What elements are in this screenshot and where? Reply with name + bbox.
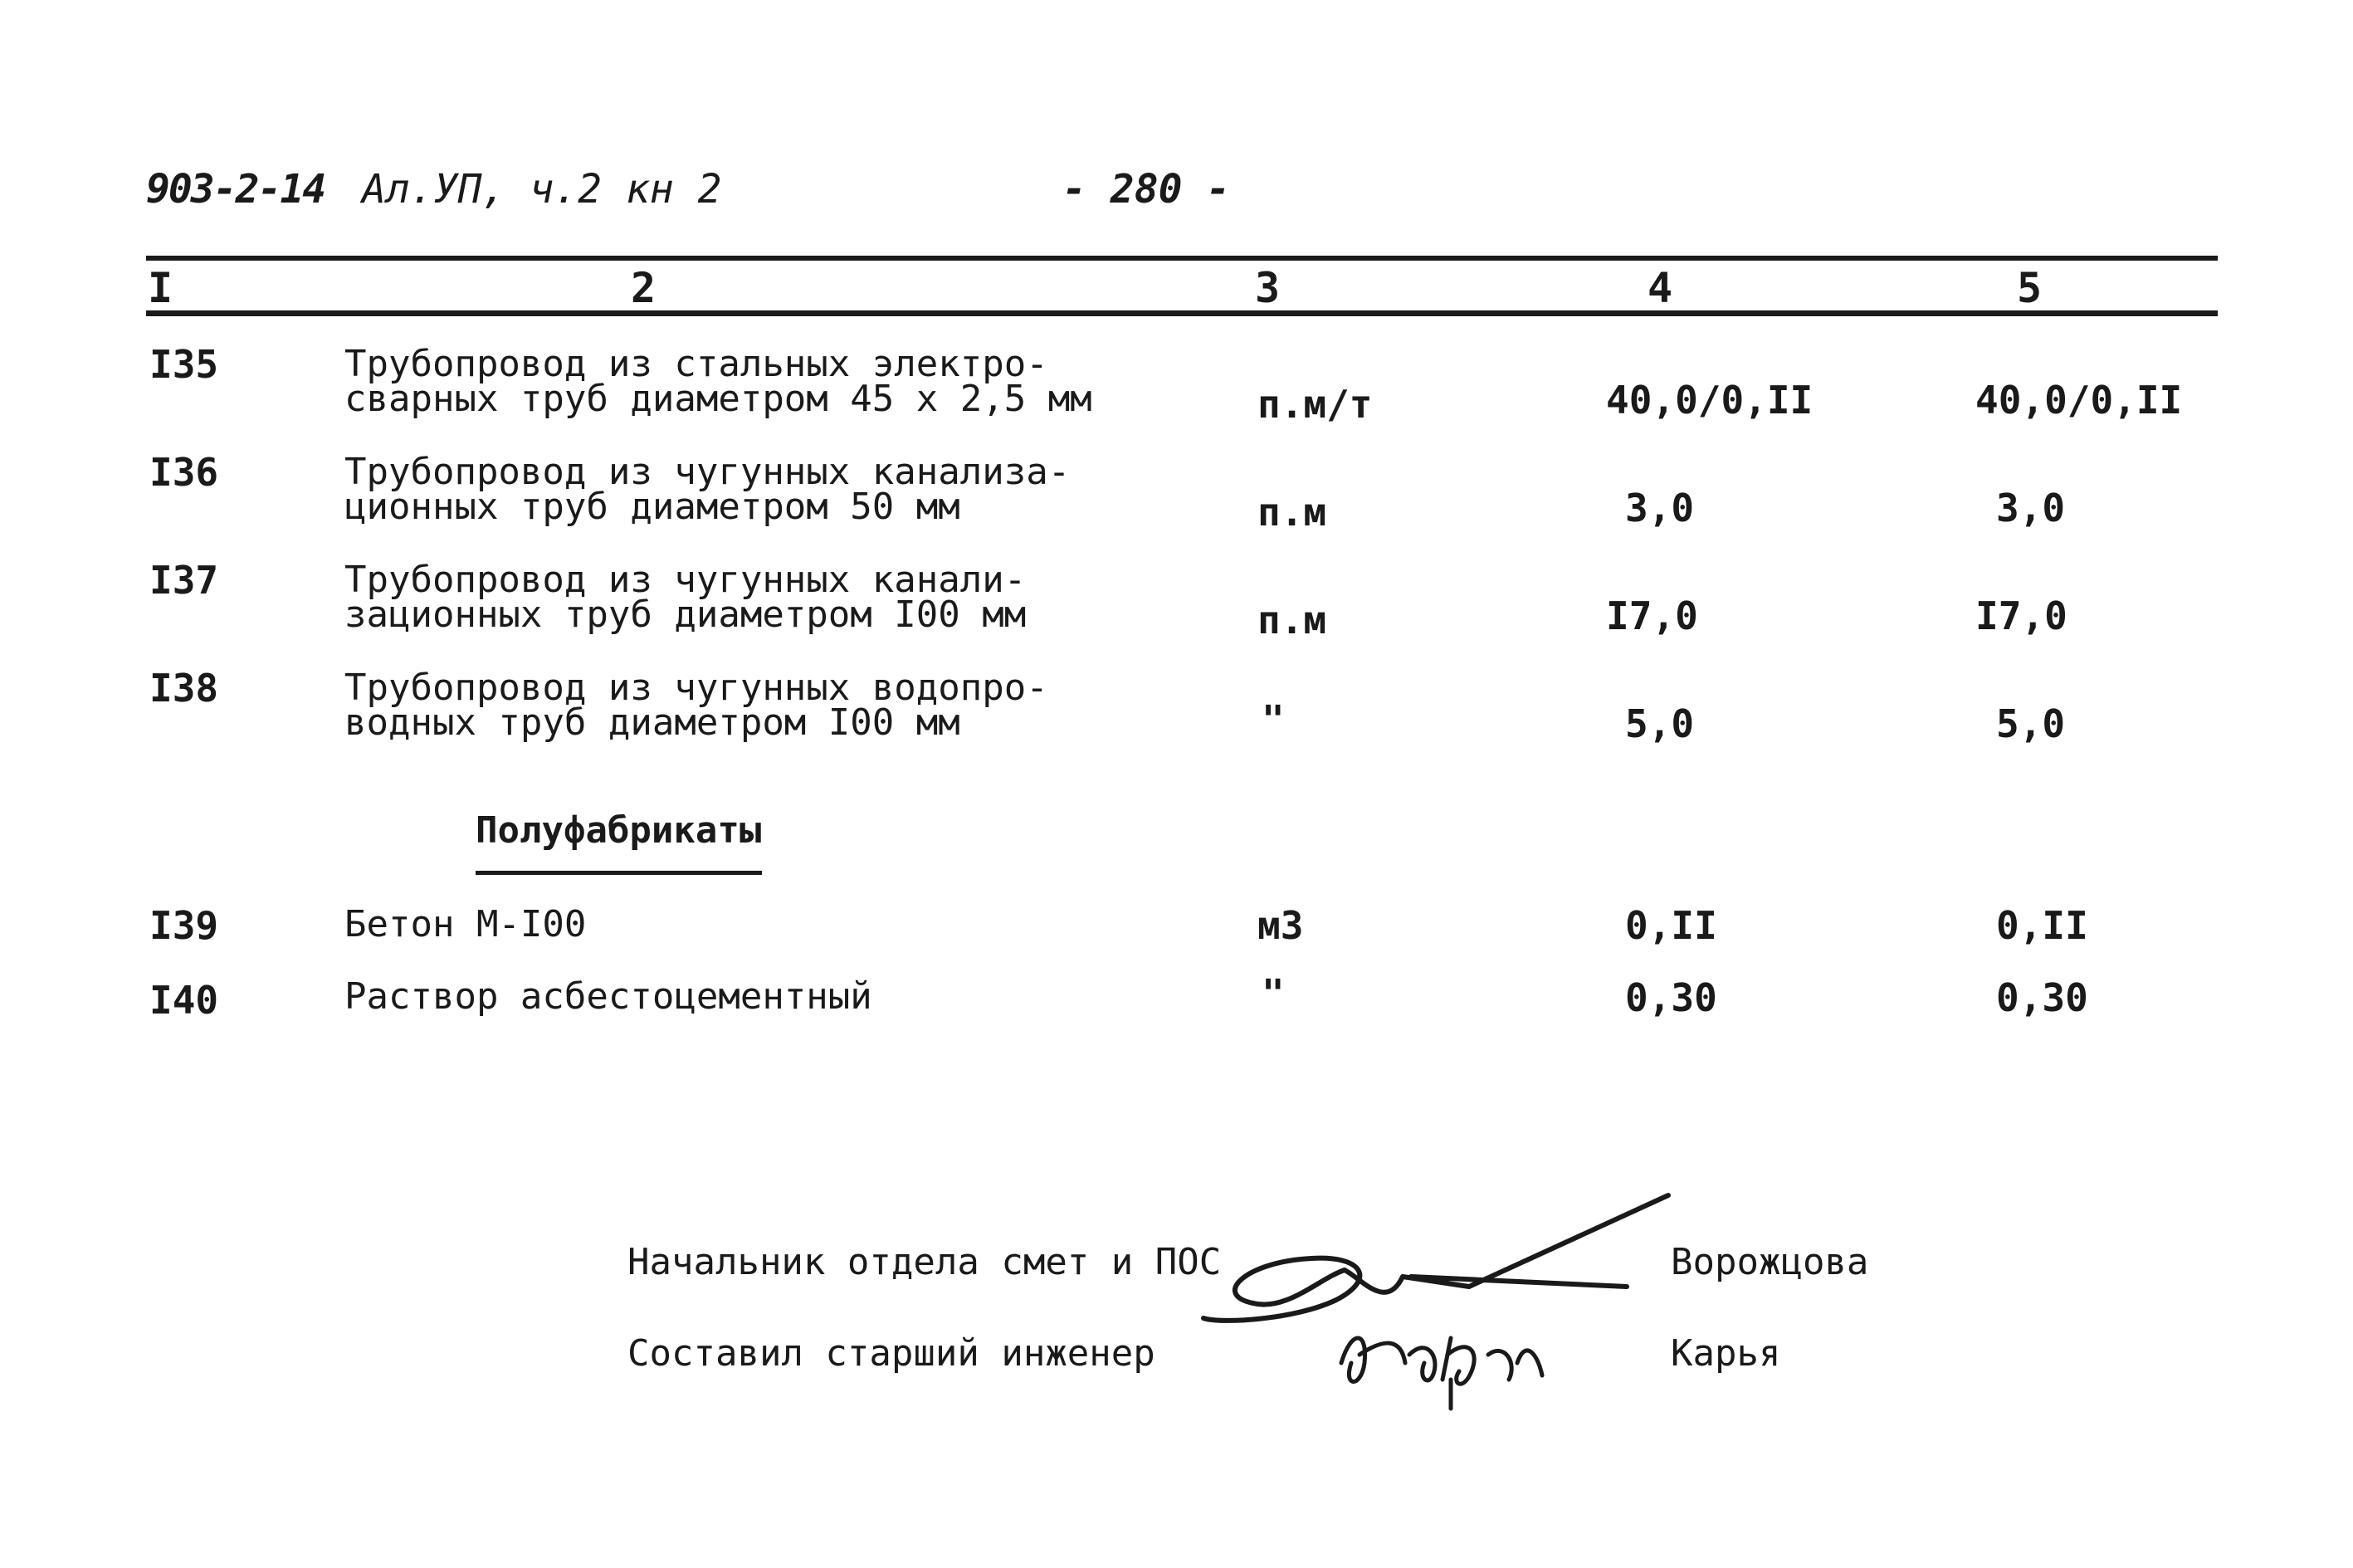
row-col5: 3,0 (1996, 486, 2066, 530)
row-number: I36 (149, 450, 219, 495)
row-col4: 0,30 (1625, 975, 1717, 1020)
row-col4: 5,0 (1625, 701, 1695, 746)
description-line: Трубопровод из чугунных канализа- (344, 451, 1071, 493)
row-col5: I7,0 (1975, 593, 2067, 638)
signature-role: Составил старший инженер (627, 1332, 1155, 1375)
row-number: I38 (149, 666, 219, 711)
row-unit: п.м (1257, 598, 1327, 642)
description-line: водных труб диаметром I00 мм (344, 701, 960, 744)
row-description: Бетон М-I00 (344, 903, 587, 945)
table-header-rule (146, 310, 2218, 316)
row-description (344, 451, 1071, 528)
description-line: зационных труб диаметром I00 мм (344, 593, 1027, 636)
column-header-1: I (148, 264, 173, 312)
description-line: сварных труб диаметром 45 х 2,5 мм (344, 378, 1092, 420)
signature-name: Ворожцова (1671, 1241, 1869, 1283)
row-description (344, 667, 1048, 744)
row-unit: " (1262, 697, 1285, 742)
description-line: Трубопровод из чугунных канали- (344, 559, 1027, 601)
row-col4: 3,0 (1625, 486, 1695, 530)
column-header-4: 4 (1648, 264, 1673, 312)
row-number: I35 (149, 342, 219, 387)
signature-role: Начальник отдела смет и ПОС (627, 1241, 1222, 1283)
row-col5: 5,0 (1996, 701, 2066, 746)
handwritten-signature (1326, 1305, 1550, 1421)
row-unit: " (1262, 971, 1285, 1016)
description-line: ционных труб диаметром 50 мм (344, 486, 960, 528)
row-unit: п.м/т (1257, 382, 1373, 427)
row-number: I39 (149, 903, 219, 948)
row-number: I40 (149, 978, 219, 1023)
table-top-rule (146, 256, 2218, 261)
document-code: 903-2-14 (146, 166, 325, 212)
column-header-2: 2 (631, 264, 657, 312)
row-col5: 0,30 (1996, 975, 2088, 1020)
page-number: - 280 - (1062, 166, 1231, 212)
column-header-5: 5 (2017, 264, 2043, 312)
row-number: I37 (149, 558, 219, 603)
album-reference: Ал.УП, ч.2 кн 2 (362, 166, 722, 212)
row-col5: 0,II (1996, 903, 2088, 948)
row-description (344, 343, 1092, 420)
section-title-underline (476, 871, 762, 875)
row-col4: I7,0 (1606, 593, 1698, 638)
description-line: Трубопровод из чугунных водопро- (344, 667, 1048, 709)
description-line: Трубопровод из стальных электро- (344, 343, 1048, 385)
row-unit: п.м (1257, 490, 1327, 535)
row-unit: м3 (1257, 903, 1304, 948)
row-description (344, 559, 1027, 636)
row-description: Раствор асбестоцементный (344, 975, 872, 1018)
row-col4: 0,II (1625, 903, 1717, 948)
column-header-3: 3 (1255, 264, 1281, 312)
signature-name: Карья (1671, 1332, 1781, 1375)
section-title: Полуфабрикаты (476, 809, 762, 852)
row-col4: 40,0/0,II (1606, 378, 1814, 423)
row-col5: 40,0/0,II (1975, 378, 2183, 423)
